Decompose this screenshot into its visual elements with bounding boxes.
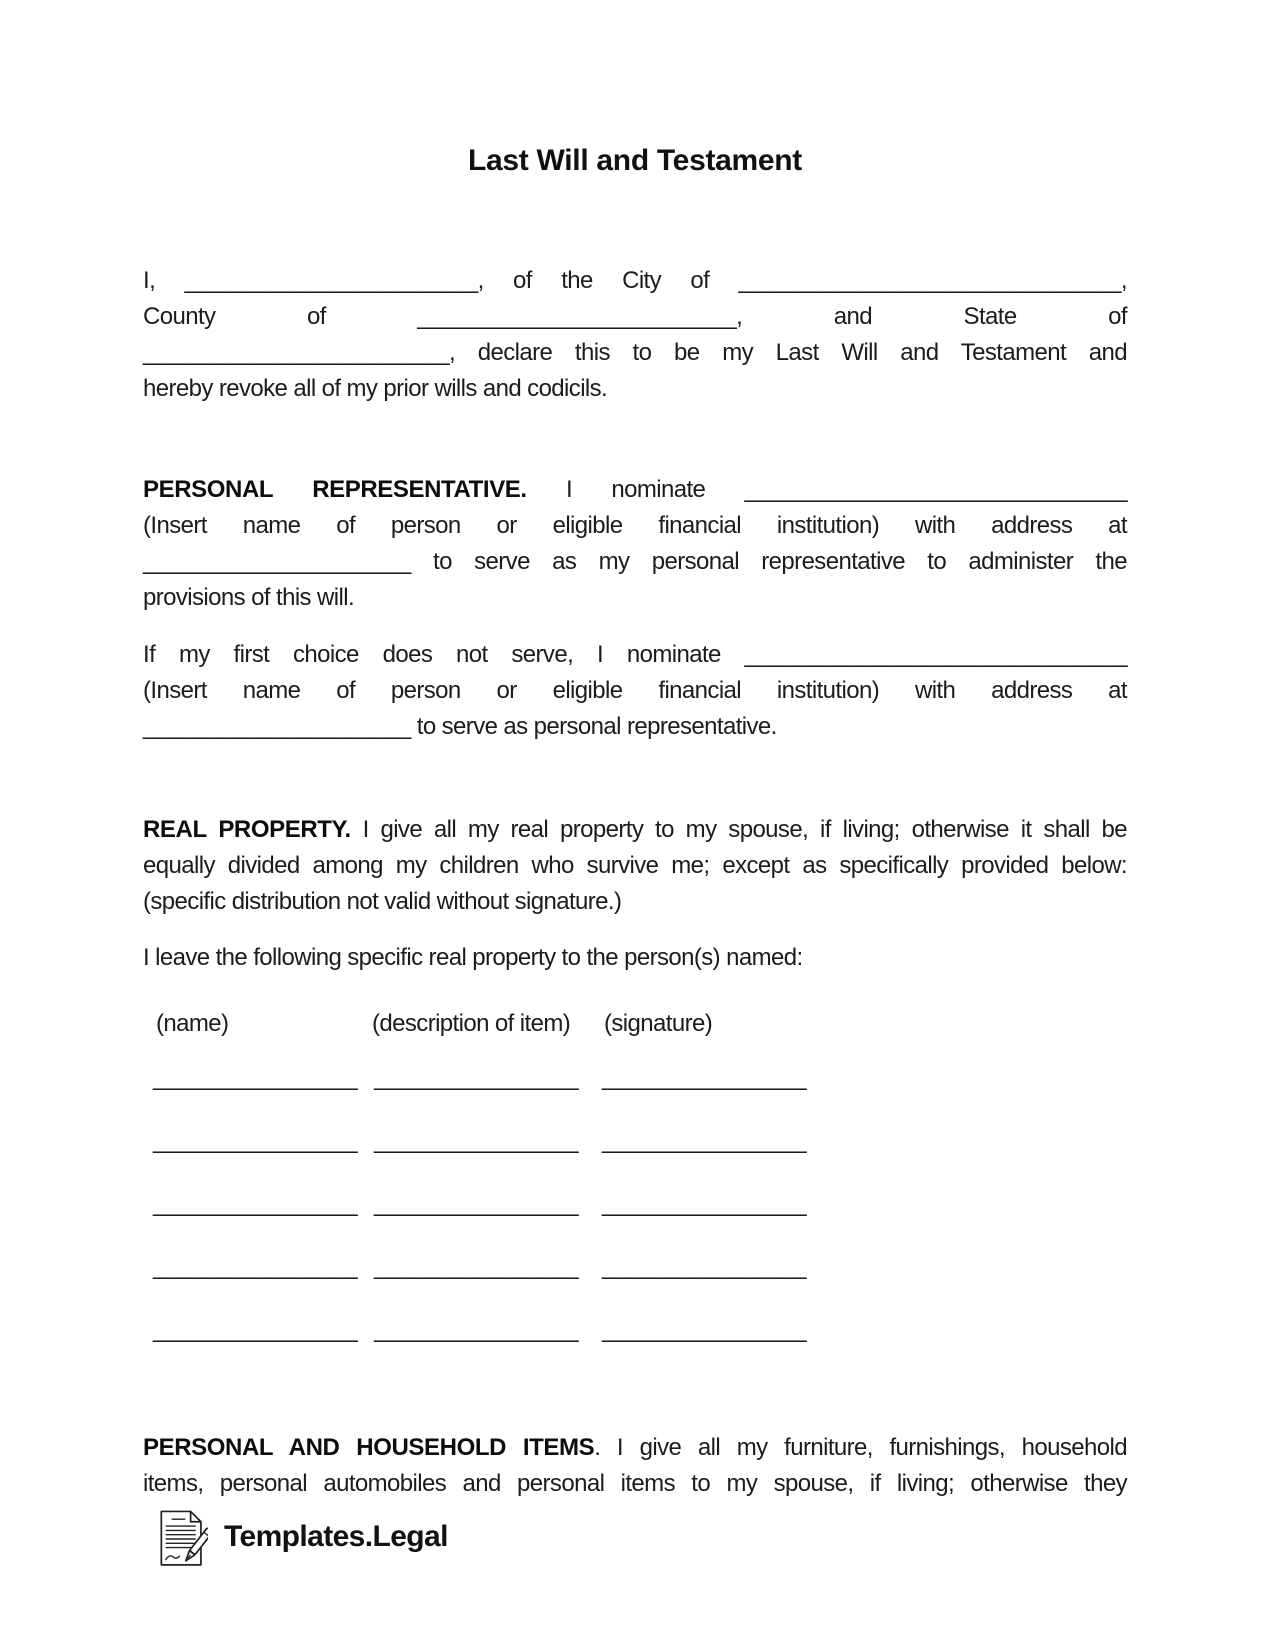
brand-text: Templates.Legal [224,1520,448,1553]
text-run: I give all my real property to my spouse, if living; otherwise it shall be [350,816,1127,843]
column-header-signature: (signature) [604,1010,713,1037]
text-line: ________________________, declare this to be my Last Will and Testament and [143,339,1127,366]
text-line [143,472,1127,508]
text-line [143,1430,1127,1466]
blank-field-name[interactable]: ________________ [153,1190,357,1217]
text-line: If my first choice does not serve, I nominate ______________________________ [143,641,1127,668]
page-title: Last Will and Testament [468,144,802,177]
text-line: hereby revoke all of my prior wills and codicils. [143,375,608,402]
table-row [143,1127,1127,1163]
text-line: (Insert name of person or eligible financial institution) with address at [143,512,1127,539]
blank-field-name[interactable]: ________________ [153,1253,357,1280]
templates-legal-logo[interactable] [156,1505,448,1569]
section-personal-representative [143,472,1127,616]
table-row [143,1190,1127,1226]
blank-field-description[interactable]: ________________ [374,1316,578,1343]
blank-field-name[interactable]: ________________ [153,1316,357,1343]
section-personal-household-items [143,1430,1127,1502]
table-row [143,1253,1127,1289]
blank-field-description[interactable]: ________________ [374,1190,578,1217]
section-heading-real-property: REAL PROPERTY. [143,816,351,843]
column-header-name: (name) [156,1010,229,1037]
text-line: (Insert name of person or eligible financial institution) with address at [143,677,1127,704]
column-header-description: (description of item) [372,1010,571,1037]
blank-field-description[interactable]: ________________ [374,1127,578,1154]
text-line: provisions of this will. [143,584,355,611]
blank-field-signature[interactable]: ________________ [602,1127,806,1154]
text-line: I, _______________________, of the City of ______________________________, [143,267,1127,294]
property-table-header [143,1010,1127,1046]
text-line: items, personal automobiles and personal items to my spouse, if living; otherwise they [143,1470,1127,1497]
personal-representative-alternate-paragraph [143,637,1127,745]
intro-paragraph [143,263,1127,407]
section-heading-personal-representative: PERSONAL REPRESENTATIVE. [143,476,527,503]
text-run: I nominate ______________________________ [526,476,1127,503]
text-line: County of _________________________, and State of [143,303,1127,330]
blank-field-signature[interactable]: ________________ [602,1190,806,1217]
blank-field-description[interactable]: ________________ [374,1253,578,1280]
section-heading-personal-household-items: PERSONAL AND HOUSEHOLD ITEMS [143,1434,595,1461]
table-row [143,1064,1127,1100]
table-row [143,1316,1127,1352]
blank-field-signature[interactable]: ________________ [602,1253,806,1280]
text-line: _____________________ to serve as my personal representative to administer the [143,548,1127,575]
text-run: . I give all my furniture, furnishings, household [594,1434,1128,1461]
blank-field-signature[interactable]: ________________ [602,1064,806,1091]
real-property-list-intro [143,940,1127,976]
blank-field-name[interactable]: ________________ [153,1064,357,1091]
blank-field-name[interactable]: ________________ [153,1127,357,1154]
text-line: equally divided among my children who survive me; except as specifically provided below: [143,852,1127,879]
document-pen-icon [156,1508,208,1570]
text-line: (specific distribution not valid without signature.) [143,888,622,915]
text-line [143,812,1127,848]
text-line: _____________________ to serve as personal representative. [143,713,777,740]
blank-field-description[interactable]: ________________ [374,1064,578,1091]
text-line: I leave the following specific real property to the person(s) named: [143,944,803,971]
blank-field-signature[interactable]: ________________ [602,1316,806,1343]
section-real-property [143,812,1127,920]
